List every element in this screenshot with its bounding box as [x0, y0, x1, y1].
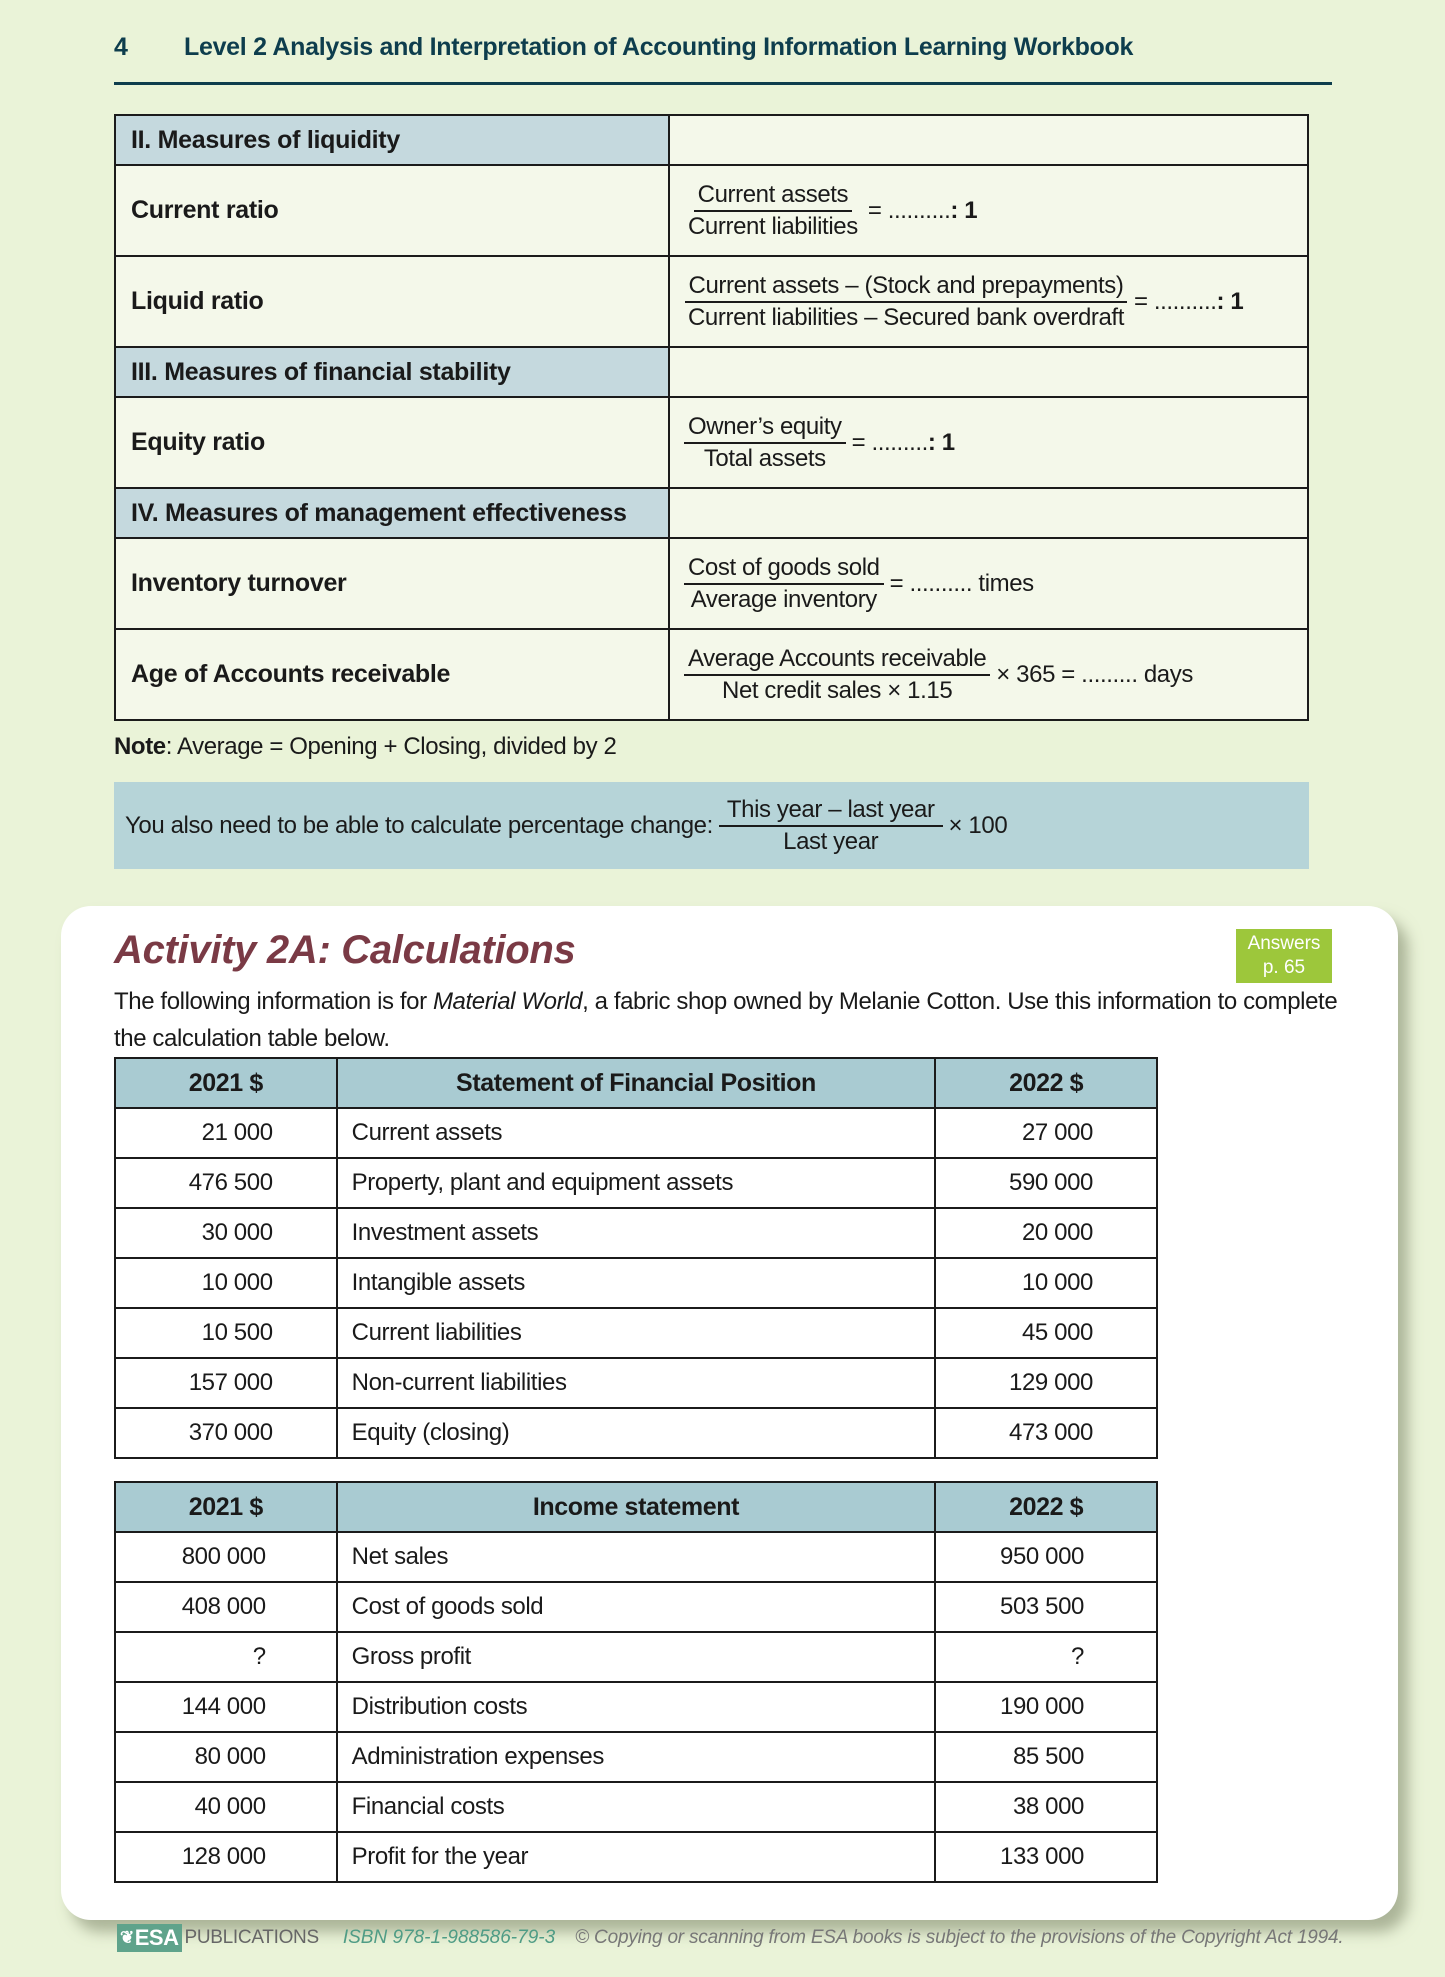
- value-2021: 80 000: [115, 1732, 337, 1782]
- table-row: [115, 1832, 1157, 1882]
- percentage-change-box: [114, 782, 1309, 869]
- running-header: [114, 33, 1332, 85]
- numerator: Current assets: [694, 181, 852, 212]
- line-item: Financial costs: [337, 1782, 936, 1832]
- ratio-formula: [684, 181, 1307, 241]
- answers-page: p. 65: [1262, 957, 1306, 978]
- table-row: [115, 1532, 1157, 1582]
- table-row: [115, 1308, 1157, 1358]
- intro-text: , a fabric shop owned by Melanie Cotton. Use this information to complete the calculation table below.: [114, 988, 1338, 1052]
- percentage-change-text: You also need to be able to calculate percentage change:: [125, 811, 713, 839]
- ratio-formula: [684, 272, 1307, 332]
- value-2022: 10 000: [935, 1258, 1157, 1308]
- value-2022: ?: [935, 1632, 1157, 1682]
- financial-position-table: [114, 1057, 1158, 1459]
- column-header-2022: 2022 $: [935, 1058, 1157, 1108]
- value-2022: 133 000: [935, 1832, 1157, 1882]
- table-row: [115, 1632, 1157, 1682]
- value-2021: ?: [115, 1632, 337, 1682]
- ratio-formula-table: [114, 114, 1309, 721]
- column-header-statement: Statement of Financial Position: [337, 1058, 936, 1108]
- numerator: This year – last year: [719, 796, 943, 827]
- column-header-statement: Income statement: [337, 1482, 936, 1532]
- ratio-label: Equity ratio: [115, 397, 669, 488]
- line-item: Cost of goods sold: [337, 1582, 936, 1632]
- ratio-formula: [684, 413, 1307, 473]
- section-heading: II. Measures of liquidity: [115, 115, 669, 165]
- line-item: Net sales: [337, 1532, 936, 1582]
- result-blank: = .........: [851, 428, 928, 456]
- value-2021: 40 000: [115, 1782, 337, 1832]
- value-2022: 950 000: [935, 1532, 1157, 1582]
- answers-label: Answers: [1247, 933, 1321, 954]
- value-2021: 157 000: [115, 1358, 337, 1408]
- result-unit: : 1: [927, 428, 955, 456]
- average-note: [114, 733, 616, 761]
- note-text: : Average = Opening + Closing, divided by 2: [165, 733, 617, 760]
- numerator: Average Accounts receivable: [684, 645, 990, 676]
- value-2021: 30 000: [115, 1208, 337, 1258]
- esa-logo: [117, 1924, 182, 1952]
- line-item: Equity (closing): [337, 1408, 936, 1458]
- ratio-row: [115, 165, 1308, 256]
- ratio-label: Age of Accounts receivable: [115, 629, 669, 720]
- value-2021: 408 000: [115, 1582, 337, 1632]
- section-heading: III. Measures of financial stability: [115, 347, 669, 397]
- value-2022: 190 000: [935, 1682, 1157, 1732]
- section-row: [115, 115, 1308, 165]
- line-item: Profit for the year: [337, 1832, 936, 1882]
- numerator: Owner’s equity: [684, 413, 846, 444]
- page-number: 4: [114, 33, 128, 61]
- line-item: Current liabilities: [337, 1308, 936, 1358]
- percentage-fraction: [719, 796, 943, 856]
- line-item: Property, plant and equipment assets: [337, 1158, 936, 1208]
- value-2021: 128 000: [115, 1832, 337, 1882]
- table-row: [115, 1158, 1157, 1208]
- leaf-icon: ❦: [120, 1928, 134, 1947]
- value-2021: 10 500: [115, 1308, 337, 1358]
- table-row: [115, 1358, 1157, 1408]
- value-2022: 27 000: [935, 1108, 1157, 1158]
- business-name: Material World: [432, 988, 583, 1015]
- result-unit: : 1: [950, 196, 978, 224]
- activity-title: Activity 2A: Calculations: [114, 928, 576, 972]
- table-row: [115, 1682, 1157, 1732]
- ratio-label: Liquid ratio: [115, 256, 669, 347]
- ratio-row: [115, 629, 1308, 720]
- column-header-2021: 2021 $: [115, 1058, 337, 1108]
- section-heading: IV. Measures of management effectiveness: [115, 488, 669, 538]
- line-item: Current assets: [337, 1108, 936, 1158]
- numerator: Current assets – (Stock and prepayments): [685, 272, 1128, 303]
- ratio-formula: [684, 554, 1307, 614]
- value-2021: 21 000: [115, 1108, 337, 1158]
- result-unit: : 1: [1216, 287, 1244, 315]
- table-header-row: [115, 1058, 1157, 1108]
- logo-text: ESA: [134, 1925, 179, 1950]
- section-row: [115, 347, 1308, 397]
- result-blank: = .......... times: [889, 569, 1034, 597]
- answers-badge: [1236, 929, 1332, 983]
- ratio-label: Current ratio: [115, 165, 669, 256]
- value-2021: 10 000: [115, 1258, 337, 1308]
- table-row: [115, 1208, 1157, 1258]
- table-row: [115, 1258, 1157, 1308]
- table-row: [115, 1582, 1157, 1632]
- value-2022: 590 000: [935, 1158, 1157, 1208]
- result-blank: = ..........: [867, 196, 951, 224]
- ratio-formula: [684, 645, 1307, 705]
- table-row: [115, 1408, 1157, 1458]
- activity-intro: [114, 983, 1344, 1057]
- ratio-row: [115, 256, 1308, 347]
- ratio-row: [115, 397, 1308, 488]
- denominator: Current liabilities – Secured bank overdraft: [688, 303, 1124, 331]
- page-footer: [117, 1924, 1344, 1952]
- line-item: Gross profit: [337, 1632, 936, 1682]
- value-2021: 144 000: [115, 1682, 337, 1732]
- line-item: Distribution costs: [337, 1682, 936, 1732]
- denominator: Average inventory: [690, 585, 877, 613]
- table-row: [115, 1108, 1157, 1158]
- value-2022: 45 000: [935, 1308, 1157, 1358]
- value-2021: 370 000: [115, 1408, 337, 1458]
- value-2021: 476 500: [115, 1158, 337, 1208]
- column-header-2022: 2022 $: [935, 1482, 1157, 1532]
- value-2022: 38 000: [935, 1782, 1157, 1832]
- line-item: Investment assets: [337, 1208, 936, 1258]
- income-statement-table: [114, 1481, 1158, 1883]
- ratio-label: Inventory turnover: [115, 538, 669, 629]
- value-2022: 473 000: [935, 1408, 1157, 1458]
- value-2022: 85 500: [935, 1732, 1157, 1782]
- table-header-row: [115, 1482, 1157, 1532]
- intro-text: The following information is for: [114, 988, 433, 1015]
- line-item: Non-current liabilities: [337, 1358, 936, 1408]
- table-row: [115, 1782, 1157, 1832]
- result-blank: = ..........: [1133, 287, 1217, 315]
- denominator: Current liabilities: [688, 212, 858, 240]
- denominator: Total assets: [703, 444, 826, 472]
- copyright-notice: © Copying or scanning from ESA books is subject to the provisions of the Copyright Act 1994.: [575, 1927, 1344, 1948]
- value-2022: 129 000: [935, 1358, 1157, 1408]
- value-2021: 800 000: [115, 1532, 337, 1582]
- publisher-name: PUBLICATIONS: [184, 1927, 319, 1948]
- column-header-2021: 2021 $: [115, 1482, 337, 1532]
- ratio-row: [115, 538, 1308, 629]
- numerator: Cost of goods sold: [684, 554, 884, 585]
- value-2022: 20 000: [935, 1208, 1157, 1258]
- line-item: Intangible assets: [337, 1258, 936, 1308]
- value-2022: 503 500: [935, 1582, 1157, 1632]
- denominator: Last year: [783, 827, 879, 855]
- denominator: Net credit sales × 1.15: [722, 676, 953, 704]
- table-row: [115, 1732, 1157, 1782]
- line-item: Administration expenses: [337, 1732, 936, 1782]
- section-row: [115, 488, 1308, 538]
- book-title: Level 2 Analysis and Interpretation of Accounting Information Learning Workbook: [184, 33, 1134, 61]
- note-label: Note: [114, 733, 166, 760]
- percentage-multiplier: × 100: [948, 811, 1008, 839]
- isbn: ISBN 978-1-988586-79-3: [342, 1927, 556, 1948]
- result-blank: × 365 = ......... days: [996, 660, 1193, 688]
